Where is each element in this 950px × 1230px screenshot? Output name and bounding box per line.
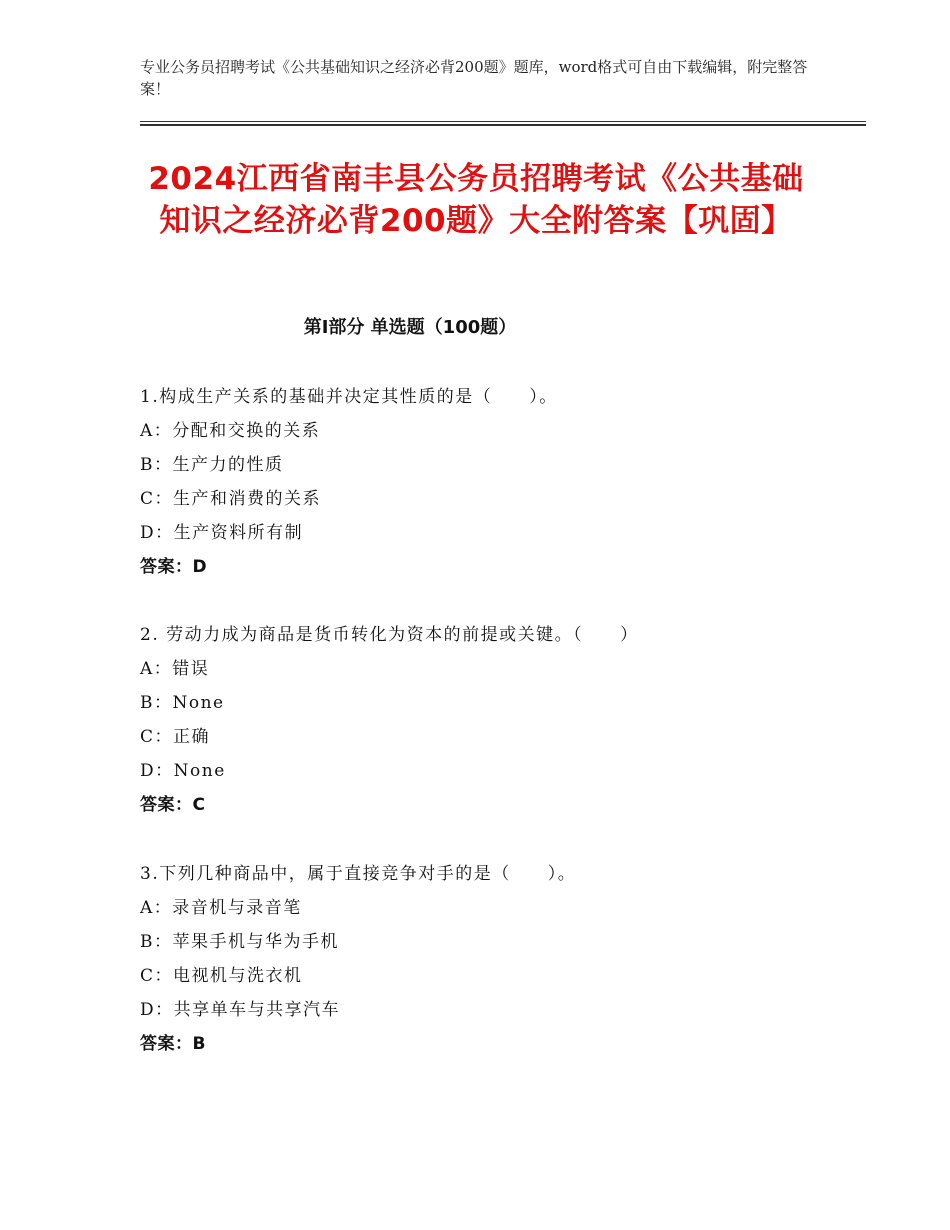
- option-b: B：None: [140, 693, 225, 713]
- option-d: D：生产资料所有制: [140, 523, 304, 543]
- question-stem: 3.下列几种商品中，属于直接竞争对手的是（ ）。: [140, 864, 577, 884]
- header-rule-thin: [140, 121, 866, 122]
- option-a: A：分配和交换的关系: [140, 421, 321, 441]
- option-c: C：正确: [140, 727, 211, 747]
- question-block: [140, 857, 840, 1061]
- header-note: 专业公务员招聘考试《公共基础知识之经济必背200题》题库，word格式可自由下载编辑，附完整答案！: [140, 58, 808, 98]
- option-b: B：生产力的性质: [140, 455, 284, 475]
- answer-line: 答案：B: [140, 1034, 206, 1054]
- option-a: A：录音机与录音笔: [140, 898, 302, 918]
- option-c: C：生产和消费的关系: [140, 489, 322, 509]
- section-heading: 第Ⅰ部分 单选题（100题）: [303, 317, 517, 338]
- option-d: D：None: [140, 761, 226, 781]
- header-rule-thick: [140, 124, 866, 126]
- question-block: [140, 618, 840, 822]
- option-a: A：错误: [140, 659, 210, 679]
- option-b: B：苹果手机与华为手机: [140, 932, 339, 952]
- question-stem: 1.构成生产关系的基础并决定其性质的是（ ）。: [140, 387, 558, 407]
- question-block: [140, 380, 840, 584]
- question-stem: 2. 劳动力成为商品是货币转化为资本的前提或关键。（ ）: [140, 625, 639, 645]
- answer-line: 答案：D: [140, 557, 208, 577]
- document-title: 2024江西省南丰县公务员招聘考试《公共基础知识之经济必背200题》大全附答案【巩固】: [148, 161, 804, 239]
- option-d: D：共享单车与共享汽车: [140, 1000, 341, 1020]
- option-c: C：电视机与洗衣机: [140, 966, 303, 986]
- answer-line: 答案：C: [140, 795, 206, 815]
